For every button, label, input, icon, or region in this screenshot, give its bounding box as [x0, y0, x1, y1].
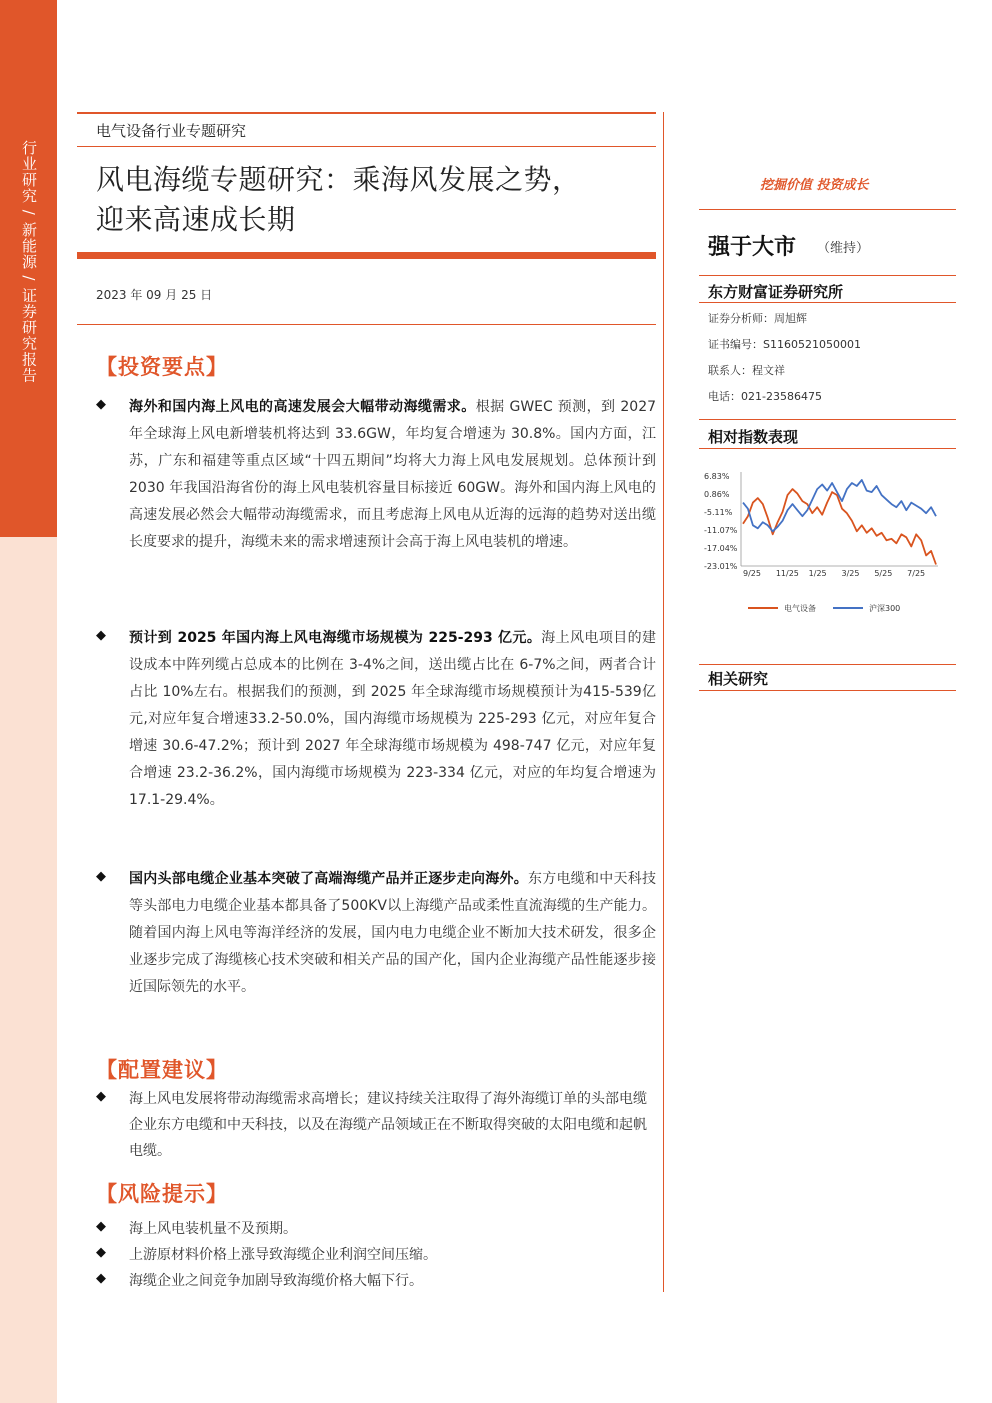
risk-text-1: 海上风电装机量不及预期。	[129, 1221, 297, 1237]
x-tick-label: 5/25	[874, 569, 893, 578]
diamond-bullet-icon: ◆	[96, 397, 106, 412]
y-tick-label: -17.04%	[704, 543, 738, 553]
point-item-3	[96, 866, 656, 1001]
related-rule-top	[699, 664, 956, 665]
diamond-bullet-icon: ◆	[96, 1271, 106, 1286]
risk-text-2: 上游原材料价格上涨导致海缆企业利润空间压缩。	[129, 1247, 437, 1263]
top-rule	[77, 112, 656, 114]
diamond-bullet-icon: ◆	[96, 1219, 106, 1234]
risk-item-2	[96, 1242, 656, 1268]
institute-name: 东方财富证券研究所	[708, 283, 844, 301]
point-1-bold: 海外和国内海上风电的高速发展会大幅带动海缆需求。	[129, 399, 476, 415]
date-rule	[77, 324, 656, 325]
related-rule-bottom	[699, 690, 956, 691]
slogan: 挖掘价值 投资成长	[760, 178, 869, 193]
point-2-bold: 预计到 2025 年国内海上风电海缆市场规模为 225-293 亿元。	[129, 630, 542, 646]
page-title	[96, 160, 666, 240]
rating-rule	[699, 275, 956, 276]
diamond-bullet-icon: ◆	[96, 628, 106, 643]
slogan-rule	[699, 209, 956, 210]
risk-item-3	[96, 1268, 656, 1294]
risk-text-3: 海缆企业之间竞争加剧导致海缆价格大幅下行。	[129, 1273, 423, 1289]
y-tick-label: -5.11%	[704, 508, 733, 518]
index-rule-bottom	[699, 448, 956, 449]
sidebar-band	[0, 0, 57, 537]
point-2-text: 海上风电项目的建设成本中阵列缆占总成本的比例在 3-4%之间，送出缆占比在 6-7%之间，两者合计占比 10%左右。根据我们的预测，到 2025 年全球海缆市场规模预计为415-539亿元,对应年复合增速33.2-50.0%，国内海缆市场规模为 225-293 亿元，对应年复合增速 30.6-47.2%；预计到 2027 年全球海缆市场规模为 498-747 亿元，对应年复合增速 23.2-36.2%，国内海缆市场规模为 223-334 亿元，对应的年均复合增速为 17.1-29.4%。	[129, 630, 657, 808]
section-invest-title: 【投资要点】	[96, 355, 228, 379]
y-tick-label: -23.01%	[704, 562, 738, 571]
contact: 联系人：程文祥	[708, 364, 785, 377]
sidebar-text: 行业研究 / 新能源 / 证券研究报告	[20, 140, 38, 384]
report-date: 2023 年 09 月 25 日	[96, 288, 213, 302]
x-tick-label: 7/25	[907, 569, 926, 578]
x-tick-label: 1/25	[808, 569, 827, 578]
column-divider	[663, 112, 664, 1292]
rating: 强于大市	[708, 235, 797, 260]
relative-index-chart	[700, 462, 956, 622]
point-item-1	[96, 394, 656, 556]
index-title: 相对指数表现	[708, 428, 799, 446]
title-bar	[77, 252, 656, 259]
phone: 电话：021-23586475	[708, 390, 822, 403]
title-line-1: 风电海缆专题研究：乘海风发展之势，	[96, 163, 581, 196]
risk-item-1	[96, 1216, 656, 1242]
type-rule	[77, 146, 656, 147]
y-tick-label: -11.07%	[704, 525, 738, 535]
config-item	[96, 1086, 656, 1164]
y-tick-label: 0.86%	[704, 490, 730, 500]
index-rule-top	[699, 419, 956, 420]
x-tick-label: 3/25	[841, 569, 860, 578]
legend-label: 电气设备	[784, 604, 816, 613]
diamond-bullet-icon: ◆	[96, 1245, 106, 1260]
chart-svg	[700, 462, 956, 622]
section-risk-title: 【风险提示】	[96, 1182, 228, 1206]
point-3-text: 东方电缆和中天科技等头部电力电缆企业基本都具备了500KV以上海缆产品或柔性直流海缆的生产能力。随着国内海上风电等海洋经济的发展，国内电力电缆企业不断加大技术研发，很多企业逐步完成了海缆核心技术突破和相关产品的国产化，国内企业海缆产品性能逐步接近国际领先的水平。	[129, 871, 656, 995]
y-tick-label: 6.83%	[704, 472, 730, 481]
point-item-2	[96, 625, 656, 814]
series-line-1	[743, 489, 936, 564]
institute-rule	[699, 302, 956, 303]
point-1-text: 根据 GWEC 预测，到 2027 年全球海上风电新增装机将达到 33.6GW，年均复合增速为 30.8%。国内方面，江苏，广东和福建等重点区域“十四五期间”均将大力海上风电发展规划。总体预计到 2030 年我国沿海省份的海上风电装机容量目标接近 60GW。海外和国内海上风电的高速发展必然会大幅带动海缆需求，而且考虑海上风电从近海的远海的趋势对送出缆长度要求的提升，海缆未来的需求增速预计会高于海上风电装机的增速。	[129, 399, 657, 550]
config-text: 海上风电发展将带动海缆需求高增长；建议持续关注取得了海外海缆订单的头部电缆企业东方电缆和中天科技，以及在海缆产品领域正在不断取得突破的太阳电缆和起帆电缆。	[129, 1091, 647, 1159]
title-line-2: 迎来高速成长期	[96, 203, 296, 236]
x-tick-label: 9/25	[743, 569, 761, 578]
x-tick-label: 11/25	[775, 569, 799, 578]
report-type: 电气设备行业专题研究	[96, 122, 247, 140]
related-title: 相关研究	[708, 670, 769, 688]
point-3-bold: 国内头部电缆企业基本突破了高端海缆产品并正逐步走向海外。	[129, 871, 528, 887]
section-config-title: 【配置建议】	[96, 1058, 228, 1082]
sidebar-band-light	[0, 537, 57, 1403]
diamond-bullet-icon: ◆	[96, 1089, 106, 1104]
cert-number: 证书编号：S1160521050001	[708, 338, 861, 351]
legend-label: 沪深300	[869, 604, 901, 613]
series-line-2	[743, 480, 936, 531]
diamond-bullet-icon: ◆	[96, 869, 106, 884]
analyst: 证券分析师：周旭辉	[708, 312, 807, 325]
rating-note: （维持）	[817, 241, 870, 256]
